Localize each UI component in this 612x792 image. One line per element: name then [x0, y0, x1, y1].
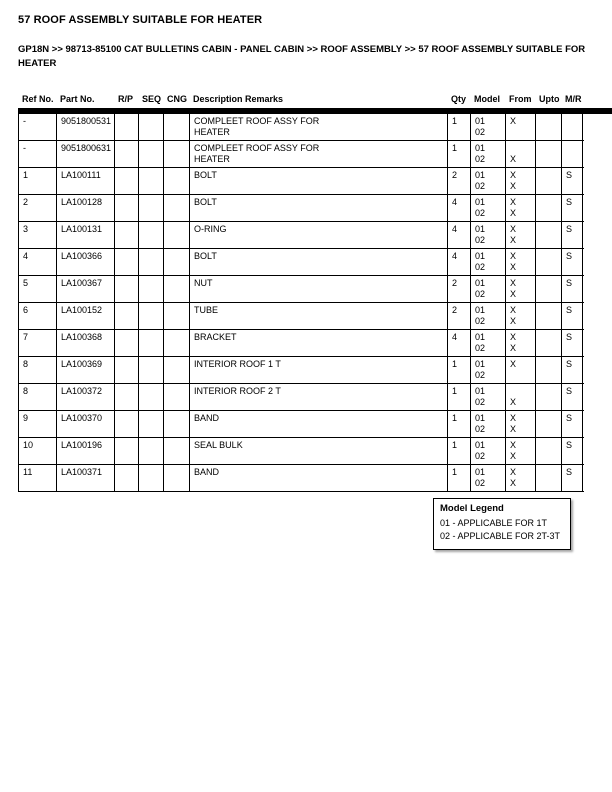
description-cell: COMPLEET ROOF ASSY FOR HEATER — [190, 114, 448, 140]
part-no-cell: LA100369 — [57, 357, 115, 383]
upto-cell — [536, 465, 562, 491]
upto-cell — [536, 168, 562, 194]
cng-cell — [164, 195, 190, 221]
qty-cell: 1 — [448, 384, 471, 410]
mr-cell: S — [562, 195, 583, 221]
model-cell: 01 02 — [471, 330, 506, 356]
part-no-cell: LA100371 — [57, 465, 115, 491]
seq-cell — [139, 330, 164, 356]
from-cell: X X — [506, 303, 536, 329]
mr-cell — [562, 141, 583, 167]
upto-cell — [536, 276, 562, 302]
ref-no-cell: 2 — [19, 195, 57, 221]
description-cell: COMPLEET ROOF ASSY FOR HEATER — [190, 141, 448, 167]
upto-cell — [536, 384, 562, 410]
rp-cell — [115, 141, 139, 167]
model-cell: 01 02 — [471, 411, 506, 437]
part-no-cell: LA100366 — [57, 249, 115, 275]
table-row — [19, 384, 584, 411]
from-cell: X — [506, 114, 536, 140]
qty-cell: 4 — [448, 195, 471, 221]
rp-cell — [115, 465, 139, 491]
table-row — [19, 357, 584, 384]
part-no-cell: LA100368 — [57, 330, 115, 356]
ref-no-cell: - — [19, 141, 57, 167]
column-header-part-no: Part No. — [60, 93, 95, 104]
mr-cell: S — [562, 411, 583, 437]
from-cell: X X — [506, 276, 536, 302]
cng-cell — [164, 411, 190, 437]
model-cell: 01 02 — [471, 141, 506, 167]
mr-cell: S — [562, 357, 583, 383]
seq-cell — [139, 384, 164, 410]
qty-cell: 4 — [448, 330, 471, 356]
ref-no-cell: - — [19, 114, 57, 140]
qty-cell: 4 — [448, 222, 471, 248]
part-no-cell: LA100196 — [57, 438, 115, 464]
part-no-cell: 9051800631 — [57, 141, 115, 167]
table-row — [19, 168, 584, 195]
qty-cell: 1 — [448, 357, 471, 383]
description-cell: TUBE — [190, 303, 448, 329]
upto-cell — [536, 222, 562, 248]
column-header-m-r: M/R — [565, 93, 582, 104]
page-title: 57 ROOF ASSEMBLY SUITABLE FOR HEATER — [18, 14, 263, 26]
qty-cell: 4 — [448, 249, 471, 275]
qty-cell: 1 — [448, 465, 471, 491]
ref-no-cell: 10 — [19, 438, 57, 464]
part-no-cell: 9051800531 — [57, 114, 115, 140]
rp-cell — [115, 411, 139, 437]
ref-no-cell: 1 — [19, 168, 57, 194]
qty-cell: 2 — [448, 168, 471, 194]
table-row — [19, 438, 584, 465]
model-cell: 01 02 — [471, 114, 506, 140]
ref-no-cell: 5 — [19, 276, 57, 302]
qty-cell: 1 — [448, 114, 471, 140]
mr-cell: S — [562, 330, 583, 356]
column-header-seq: SEQ — [142, 93, 162, 104]
column-header-cng: CNG — [167, 93, 187, 104]
ref-no-cell: 6 — [19, 303, 57, 329]
qty-cell: 1 — [448, 141, 471, 167]
rp-cell — [115, 276, 139, 302]
cng-cell — [164, 384, 190, 410]
seq-cell — [139, 141, 164, 167]
mr-cell — [562, 114, 583, 140]
column-header-r-p: R/P — [118, 93, 134, 104]
model-cell: 01 02 — [471, 222, 506, 248]
mr-cell: S — [562, 303, 583, 329]
cng-cell — [164, 357, 190, 383]
breadcrumb[interactable]: GP18N >> 98713-85100 CAT BULLETINS CABIN - PANEL CABIN >> ROOF ASSEMBLY >> 57 ROOF ASSEMBLY SUITABLE FOR HEATER — [18, 44, 586, 69]
table-row — [19, 465, 584, 492]
seq-cell — [139, 168, 164, 194]
from-cell: X X — [506, 168, 536, 194]
model-cell: 01 02 — [471, 195, 506, 221]
description-cell: BOLT — [190, 195, 448, 221]
mr-cell: S — [562, 168, 583, 194]
table-row — [19, 330, 584, 357]
ref-no-cell: 4 — [19, 249, 57, 275]
description-cell: BOLT — [190, 168, 448, 194]
cng-cell — [164, 330, 190, 356]
model-cell: 01 02 — [471, 465, 506, 491]
upto-cell — [536, 357, 562, 383]
model-cell: 01 02 — [471, 438, 506, 464]
part-no-cell: LA100152 — [57, 303, 115, 329]
from-cell: X X — [506, 249, 536, 275]
rp-cell — [115, 249, 139, 275]
rp-cell — [115, 168, 139, 194]
rp-cell — [115, 195, 139, 221]
ref-no-cell: 8 — [19, 357, 57, 383]
mr-cell: S — [562, 249, 583, 275]
model-cell: 01 02 — [471, 384, 506, 410]
cng-cell — [164, 114, 190, 140]
rp-cell — [115, 384, 139, 410]
description-cell: SEAL BULK — [190, 438, 448, 464]
description-cell: INTERIOR ROOF 1 T — [190, 357, 448, 383]
upto-cell — [536, 141, 562, 167]
mr-cell: S — [562, 222, 583, 248]
from-cell: X X — [506, 411, 536, 437]
seq-cell — [139, 357, 164, 383]
seq-cell — [139, 411, 164, 437]
cng-cell — [164, 141, 190, 167]
from-cell: X X — [506, 330, 536, 356]
table-row — [19, 276, 584, 303]
table-row — [19, 114, 584, 141]
part-no-cell: LA100128 — [57, 195, 115, 221]
column-header-ref-no: Ref No. — [22, 93, 54, 104]
qty-cell: 1 — [448, 411, 471, 437]
from-cell: X — [506, 357, 536, 383]
column-header-qty: Qty — [451, 93, 467, 104]
cng-cell — [164, 438, 190, 464]
model-cell: 01 02 — [471, 303, 506, 329]
mr-cell: S — [562, 276, 583, 302]
table-row — [19, 195, 584, 222]
part-no-cell: LA100372 — [57, 384, 115, 410]
ref-no-cell: 3 — [19, 222, 57, 248]
description-cell: INTERIOR ROOF 2 T — [190, 384, 448, 410]
upto-cell — [536, 114, 562, 140]
table-row — [19, 303, 584, 330]
seq-cell — [139, 438, 164, 464]
upto-cell — [536, 438, 562, 464]
seq-cell — [139, 465, 164, 491]
part-no-cell: LA100111 — [57, 168, 115, 194]
table-row — [19, 222, 584, 249]
cng-cell — [164, 465, 190, 491]
table-body — [18, 114, 584, 492]
cng-cell — [164, 249, 190, 275]
description-cell: BOLT — [190, 249, 448, 275]
model-cell: 01 02 — [471, 276, 506, 302]
rp-cell — [115, 114, 139, 140]
table-row — [19, 411, 584, 438]
description-cell: BRACKET — [190, 330, 448, 356]
qty-cell: 2 — [448, 303, 471, 329]
upto-cell — [536, 330, 562, 356]
part-no-cell: LA100131 — [57, 222, 115, 248]
from-cell: X X — [506, 438, 536, 464]
column-header-model: Model — [474, 93, 500, 104]
from-cell: X X — [506, 465, 536, 491]
column-header-upto: Upto — [539, 93, 560, 104]
from-cell: X — [506, 141, 536, 167]
model-cell: 01 02 — [471, 168, 506, 194]
legend-items — [440, 517, 564, 543]
seq-cell — [139, 303, 164, 329]
cng-cell — [164, 222, 190, 248]
rp-cell — [115, 222, 139, 248]
seq-cell — [139, 195, 164, 221]
parts-table — [18, 94, 594, 492]
table-header-row — [18, 94, 582, 104]
mr-cell: S — [562, 384, 583, 410]
description-cell: BAND — [190, 411, 448, 437]
rp-cell — [115, 357, 139, 383]
legend-item: 02 - APPLICABLE FOR 2T-3T — [440, 530, 561, 541]
rp-cell — [115, 438, 139, 464]
description-cell: O-RING — [190, 222, 448, 248]
description-cell: BAND — [190, 465, 448, 491]
model-legend — [433, 498, 571, 550]
seq-cell — [139, 114, 164, 140]
ref-no-cell: 9 — [19, 411, 57, 437]
ref-no-cell: 11 — [19, 465, 57, 491]
column-header-from: From — [509, 93, 532, 104]
ref-no-cell: 7 — [19, 330, 57, 356]
description-cell: NUT — [190, 276, 448, 302]
from-cell: X — [506, 384, 536, 410]
seq-cell — [139, 222, 164, 248]
mr-cell: S — [562, 438, 583, 464]
upto-cell — [536, 249, 562, 275]
table-row — [19, 249, 584, 276]
column-header-description-remarks: Description Remarks — [193, 93, 284, 104]
cng-cell — [164, 276, 190, 302]
from-cell: X X — [506, 195, 536, 221]
upto-cell — [536, 195, 562, 221]
upto-cell — [536, 303, 562, 329]
ref-no-cell: 8 — [19, 384, 57, 410]
part-no-cell: LA100367 — [57, 276, 115, 302]
legend-item: 01 - APPLICABLE FOR 1T — [440, 517, 548, 528]
table-row — [19, 141, 584, 168]
legend-title: Model Legend — [440, 502, 504, 514]
upto-cell — [536, 411, 562, 437]
seq-cell — [139, 249, 164, 275]
qty-cell: 2 — [448, 276, 471, 302]
cng-cell — [164, 303, 190, 329]
rp-cell — [115, 303, 139, 329]
rp-cell — [115, 330, 139, 356]
model-cell: 01 02 — [471, 249, 506, 275]
from-cell: X X — [506, 222, 536, 248]
seq-cell — [139, 276, 164, 302]
model-cell: 01 02 — [471, 357, 506, 383]
qty-cell: 1 — [448, 438, 471, 464]
mr-cell: S — [562, 465, 583, 491]
part-no-cell: LA100370 — [57, 411, 115, 437]
cng-cell — [164, 168, 190, 194]
